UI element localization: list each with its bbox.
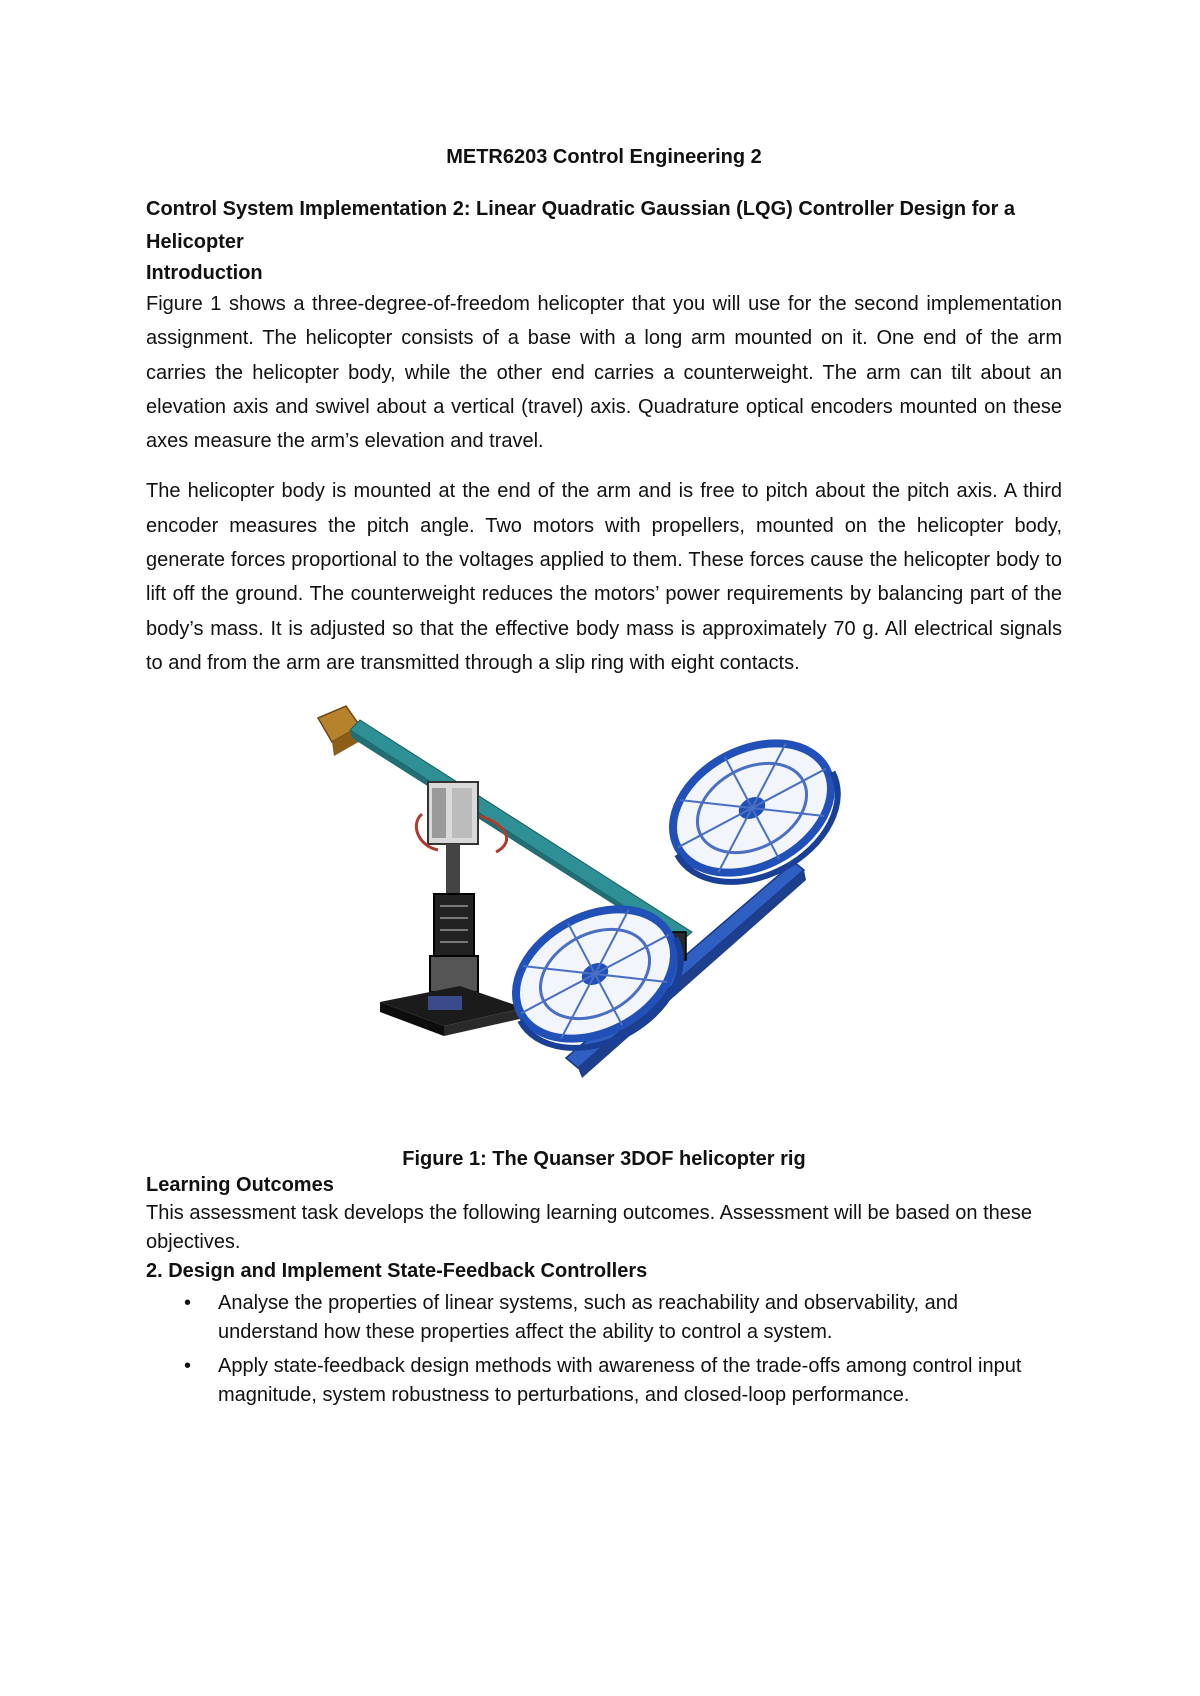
figure-1 bbox=[146, 696, 1062, 1098]
outcome-2-heading: 2. Design and Implement State-Feedback Controllers bbox=[146, 1260, 648, 1283]
outcome-bullet-list bbox=[146, 1289, 1062, 1410]
learning-outcomes-text: This assessment task develops the following learning outcomes. Assessment will be based on these objectives. bbox=[146, 1202, 1033, 1254]
figure-caption: Figure 1: The Quanser 3DOF helicopter rig bbox=[402, 1148, 806, 1171]
intro-paragraph-2: The helicopter body is mounted at the end of the arm and is free to pitch about the pitch axis. A third encoder measures the pitch angle. Two motors with propellers, mounted on the helicopter body, generate forces proportional to the voltages applied to them. These forces cause the helicopter body to lift off the ground. The counterweight reduces the motors’ power requirements by balancing part of the body’s mass. It is adjusted so that the effective body mass is approximately 70 g. All electrical signals to and from the arm are transmitted through a slip ring with eight contacts. bbox=[146, 480, 1062, 674]
helicopter-rig-image bbox=[310, 696, 890, 1098]
learning-outcomes-heading: Learning Outcomes bbox=[146, 1174, 334, 1197]
list-item-text: Analyse the properties of linear systems, such as reachability and observability, and understand how these properties affect the ability to control a system. bbox=[218, 1292, 959, 1344]
bullet-icon: • bbox=[184, 1355, 192, 1378]
document-title: Control System Implementation 2: Linear Quadratic Gaussian (LQG) Controller Design for a Helicopter bbox=[146, 198, 1016, 253]
bullet-icon: • bbox=[184, 1292, 192, 1315]
list-item bbox=[184, 1289, 1062, 1347]
list-item-text: Apply state-feedback design methods with awareness of the trade-offs among control input magnitude, system robustness to perturbations, and closed-loop performance. bbox=[218, 1355, 1022, 1407]
course-title: METR6203 Control Engineering 2 bbox=[446, 146, 762, 168]
introduction-heading: Introduction bbox=[146, 262, 263, 284]
list-item bbox=[184, 1352, 1062, 1410]
intro-paragraph-1: Figure 1 shows a three-degree-of-freedom helicopter that you will use for the second implementation assignment. The helicopter consists of a base with a long arm mounted on it. One end of the arm carries the helicopter body, while the other end carries a counterweight. The arm can tilt about an elevation axis and swivel about a vertical (travel) axis. Quadrature optical encoders mounted on these axes measure the arm’s elevation and travel. bbox=[146, 293, 1062, 453]
document-content bbox=[146, 140, 1062, 1415]
